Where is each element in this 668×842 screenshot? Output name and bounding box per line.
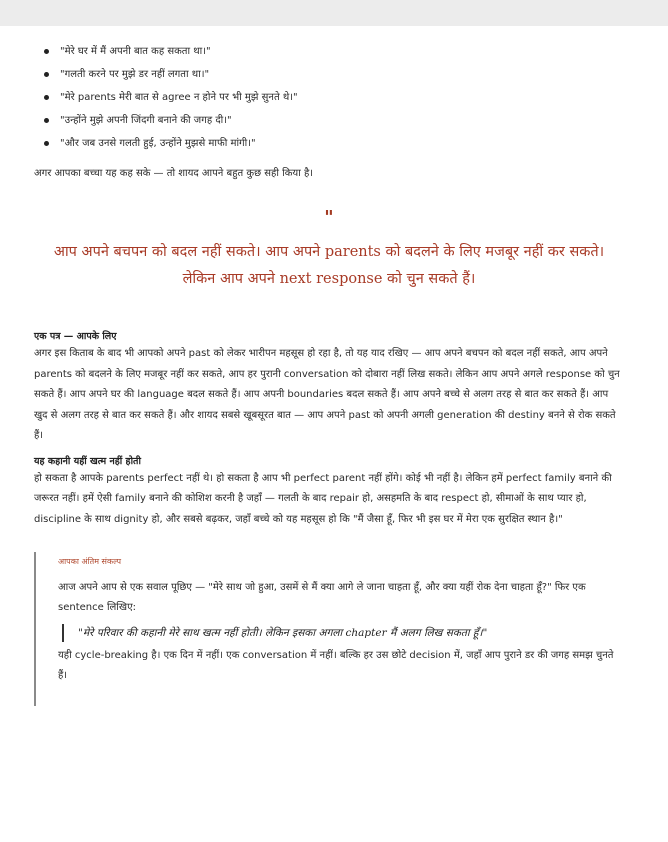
bullet-text: "मेरे parents मेरी बात से agree न होने पर भी मुझे सुनते थे।" (60, 92, 298, 103)
story-heading: यह कहानी यहीं खत्म नहीं होती (34, 455, 141, 467)
list-item (34, 63, 624, 86)
list-item (34, 86, 624, 109)
bullet-icon (44, 95, 49, 100)
letter-heading: एक पत्र — आपके लिए (34, 331, 117, 342)
bullet-icon (44, 141, 49, 146)
resolution-quote: "मेरे परिवार की कहानी मेरे साथ खत्म नहीं होती। लेकिन इसका अगला chapter मैं अलग लिख सकता हूँ।" (62, 624, 624, 642)
pull-quote: आप अपने बचपन को बदल नहीं सकते। आप अपने parents को बदलने के लिए मजबूर नहीं कर सकते। लेकिन आप अपने next response को चुन सकते हैं। (53, 244, 605, 287)
bullet-list (34, 40, 624, 155)
callout-outro: यही cycle-breaking है। एक दिन में नहीं। एक conversation में नहीं। बल्कि हर उस छोटे decision में, जहाँ आप पुराने डर की जगह समझ चुनते हैं। (58, 650, 614, 681)
letter-body: अगर इस किताब के बाद भी आपको अपने past को लेकर भारीपन महसूस हो रहा है, तो यह याद रखिए — आप अपने बचपन को बदल नहीं सकते, आप अपने parents को बदलने के लिए मजबूर नहीं कर सकते, आप हर पुरानी conversation को दोबारा नहीं लिख सकते। लेकिन आप अपने अगले response को चुन सकते हैं। आप अपने घर की language बदल सकते हैं। आप अपनी boundaries बदल सकते हैं। आप अपने बच्चे से अलग तरह से बात कर सकते हैं। आप खुद से अलग तरह से बात कर सकते हैं। और शायद सबसे खूबसूरत बात — आप अपने past को अपनी अगली generation की destiny बनने से रोक सकते हैं। (34, 348, 620, 441)
callout-intro: आज अपने आप से एक सवाल पूछिए — "मेरे साथ जो हुआ, उसमें से मैं क्या आगे ले जाना चाहता हूँ, और क्या यहीं रोक देना चाहता हूँ?" फिर एक sentence लिखिए: (58, 582, 586, 613)
story-body: हो सकता है आपके parents perfect नहीं थे। हो सकता है आप भी perfect parent नहीं होंगे। कोई भी नहीं है। लेकिन हमें perfect family बनाने की जरूरत नहीं। हमें ऐसी family बनाने की कोशिश करनी है जहाँ — गलती के बाद repair हो, असहमति के बाद respect हो, सीमाओं के साथ प्यार हो, discipline के साथ dignity हो, और सबसे बढ़कर, जहाँ बच्चे को यह महसूस हो कि "मैं जैसा हूँ, फिर भी इस घर में मेरा एक सुरक्षित स्थान है।" (34, 472, 612, 525)
list-item (34, 109, 624, 132)
bullet-text: "मेरे घर में मैं अपनी बात कह सकता था।" (60, 46, 211, 57)
resolution-callout (34, 552, 624, 706)
bullet-icon (44, 72, 49, 77)
bullet-icon (44, 49, 49, 54)
bullet-text: "और जब उनसे गलती हुई, उन्होंने मुझसे माफी मांगी।" (60, 138, 256, 149)
page-content (34, 40, 624, 706)
bullet-icon (44, 118, 49, 123)
quote-mark-icon: " (324, 207, 334, 228)
document-page (0, 26, 668, 842)
list-item (34, 40, 624, 63)
bullet-text: "गलती करने पर मुझे डर नहीं लगता था।" (60, 69, 210, 80)
bullet-text: "उन्होंने मुझे अपनी जिंदगी बनाने की जगह दी।" (60, 115, 232, 126)
list-item (34, 132, 624, 155)
closing-line: अगर आपका बच्चा यह कह सके — तो शायद आपने बहुत कुछ सही किया है। (34, 168, 314, 179)
callout-title: आपका अंतिम संकल्प (58, 557, 122, 566)
